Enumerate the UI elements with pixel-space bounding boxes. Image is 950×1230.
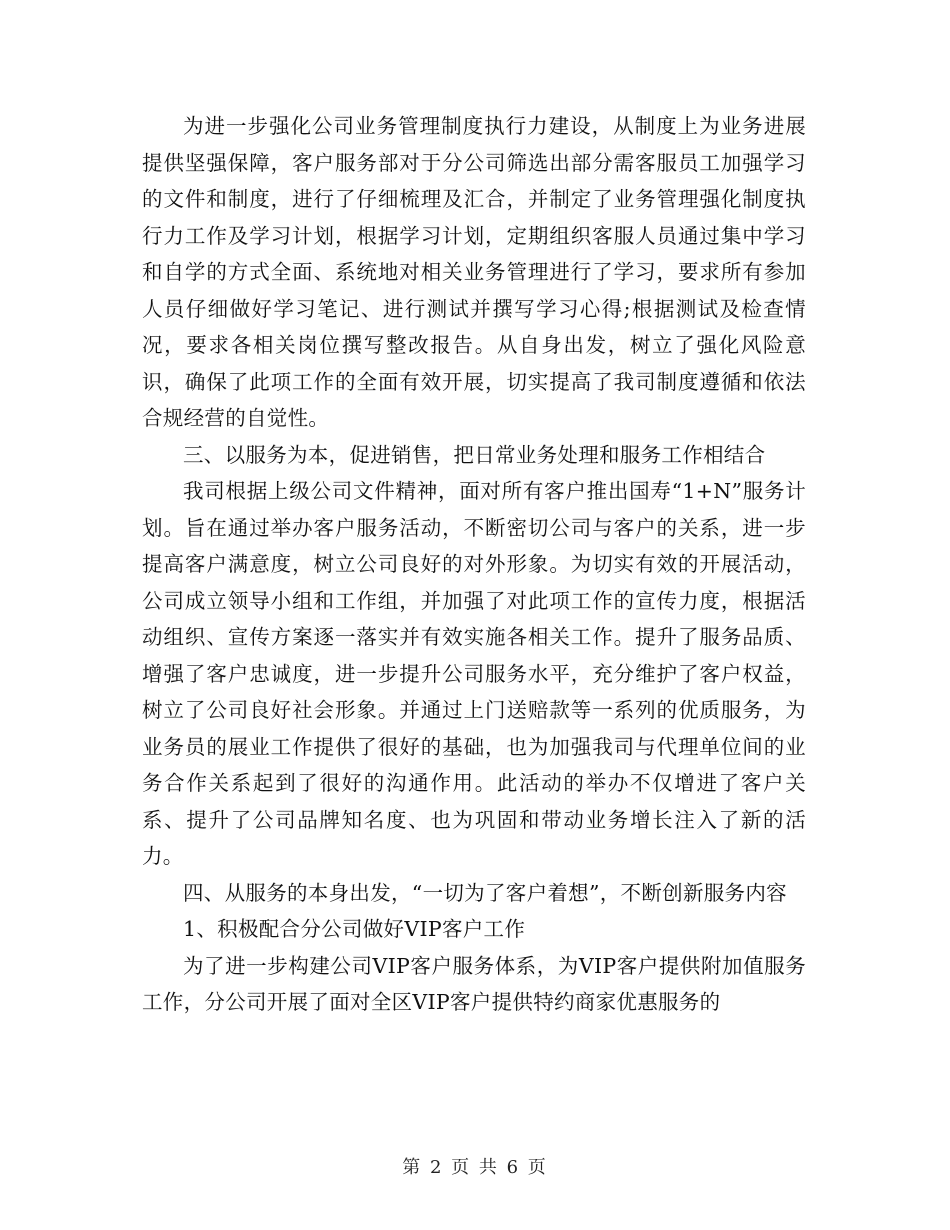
paragraph-service-plan: 我司根据上级公司文件精神，面对所有客户推出国寿“1+N”服务计划。旨在通过举办客户服务活动，不断密切公司与客户的关系，进一步提高客户满意度，树立公司良好的对外形象。为切实有效的开展活动，公司成立领导小组和工作组，并加强了对此项工作的宣传力度，根据活动组织、宣传方案逐一落实并有效实施各相关工作。提升了服务品质、增强了客户忠诚度，进一步提升公司服务水平，充分维护了客户权益，树立了公司良好社会形象。并通过上门送赔款等一系列的优质服务，为业务员的展业工作提供了很好的基础，也为加强我司与代理单位间的业务合作关系起到了很好的沟通作用。此活动的举办不仅增进了客户关系、提升了公司品牌知名度、也为巩固和带动业务增长注入了新的活力。: [142, 479, 806, 868]
document-body: [142, 108, 806, 1021]
paragraph-vip-service: 为了进一步构建公司VIP客户服务体系，为VIP客户提供附加值服务工作，分公司开展了面对全区VIP客户提供特约商家优惠服务的: [142, 953, 806, 1014]
paragraph-system-execution: 为进一步强化公司业务管理制度执行力建设，从制度上为业务进展提供坚强保障，客户服务部对于分公司筛选出部分需客服员工加强学习的文件和制度，进行了仔细梳理及汇合，并制定了业务管理强化制度执行力工作及学习计划，根据学习计划，定期组织客服人员通过集中学习和自学的方式全面、系统地对相关业务管理进行了学习，要求所有参加人员仔细做好学习笔记、进行测试并撰写学习心得;根据测试及检查情况，要求各相关岗位撰写整改报告。从自身出发，树立了强化风险意识，确保了此项工作的全面有效开展，切实提高了我司制度遵循和依法合规经营的自觉性。: [142, 114, 806, 430]
section-heading-three: 三、以服务为本，促进销售，把日常业务处理和服务工作相结合: [183, 442, 766, 467]
subheading-vip: 1、积极配合分公司做好VIP客户工作: [183, 917, 526, 941]
section-heading-four: 四、从服务的本身出发，“一切为了客户着想”，不断创新服务内容: [183, 880, 787, 905]
page-number-footer: 第 2 页 共 6 页: [402, 1157, 548, 1178]
